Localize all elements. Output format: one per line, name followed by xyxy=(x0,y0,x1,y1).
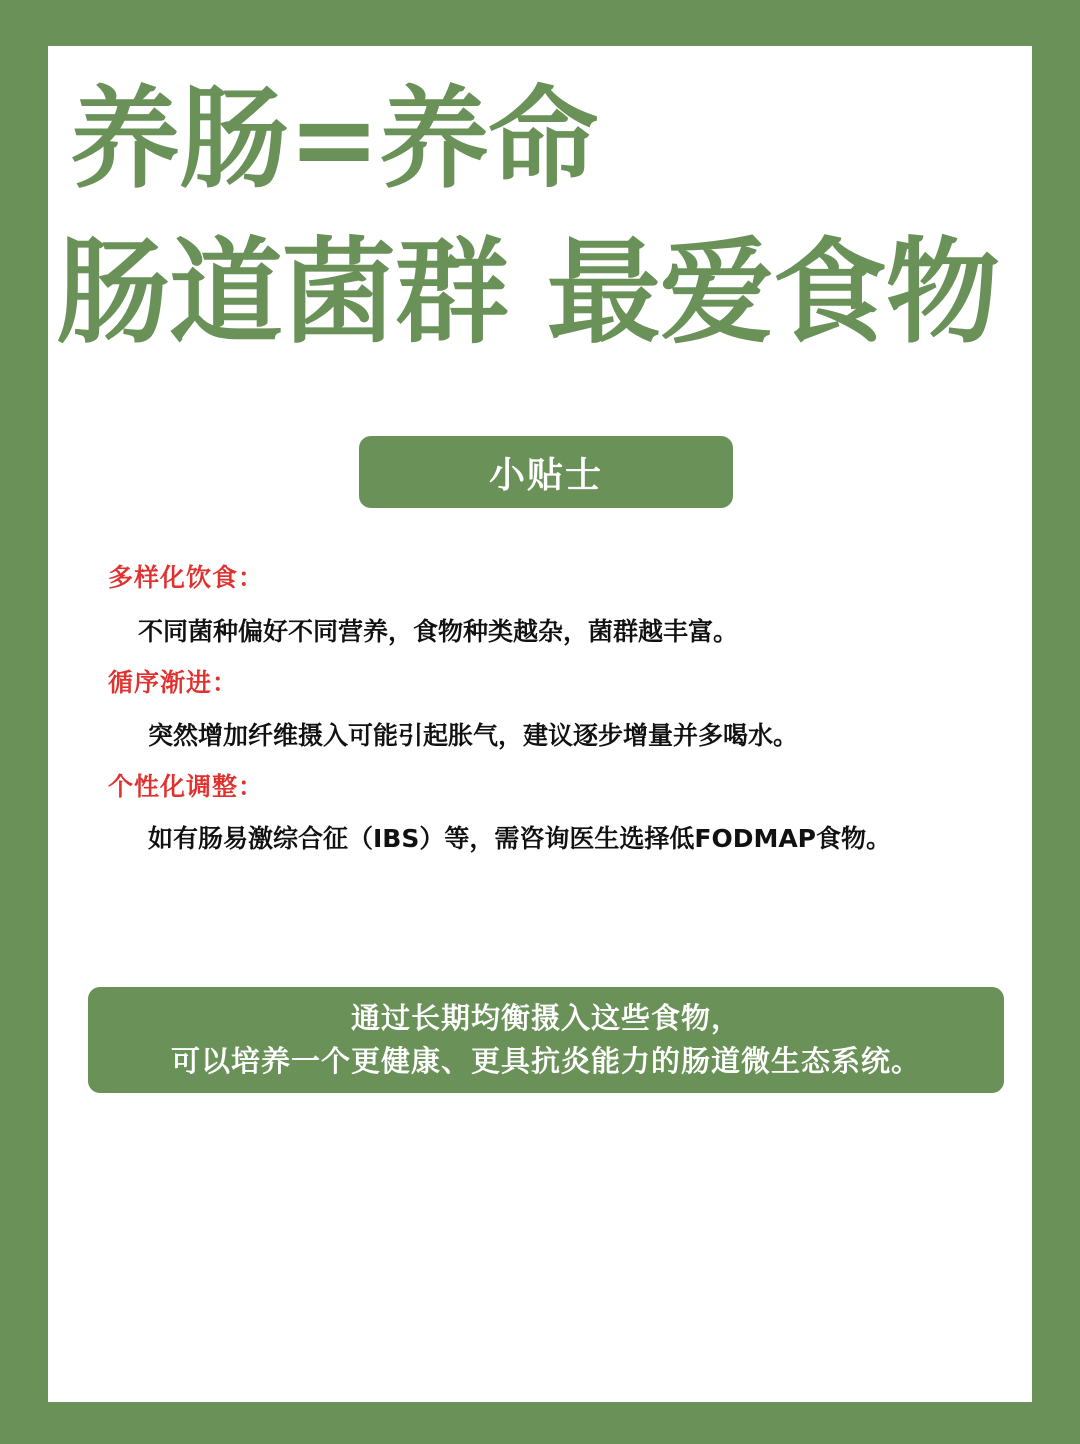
tip-heading-personalized: 个性化调整： xyxy=(108,772,265,801)
summary-line-1: 通过长期均衡摄入这些食物， xyxy=(350,1001,741,1036)
tip-body-diversity: 不同菌种偏好不同营养，食物种类越杂，菌群越丰富。 xyxy=(138,617,739,646)
page-title-line-2: 肠道菌群 最爱食物 xyxy=(56,226,999,359)
tip-heading-gradual: 循序渐进： xyxy=(108,668,239,697)
tip-body-gradual: 突然增加纤维摄入可能引起胀气，建议逐步增量并多喝水。 xyxy=(148,721,799,750)
content-card xyxy=(48,46,1032,1402)
tips-badge: 小贴士 xyxy=(359,436,733,508)
tip-body-personalized: 如有肠易激综合征（IBS）等，需咨询医生选择低FODMAP食物。 xyxy=(148,824,891,853)
tip-heading-diversity: 多样化饮食： xyxy=(108,563,265,592)
summary-box xyxy=(88,987,1004,1093)
page-title-line-1: 养肠=养命 xyxy=(70,75,598,203)
summary-line-2: 可以培养一个更健康、更具抗炎能力的肠道微生态系统。 xyxy=(170,1044,921,1078)
